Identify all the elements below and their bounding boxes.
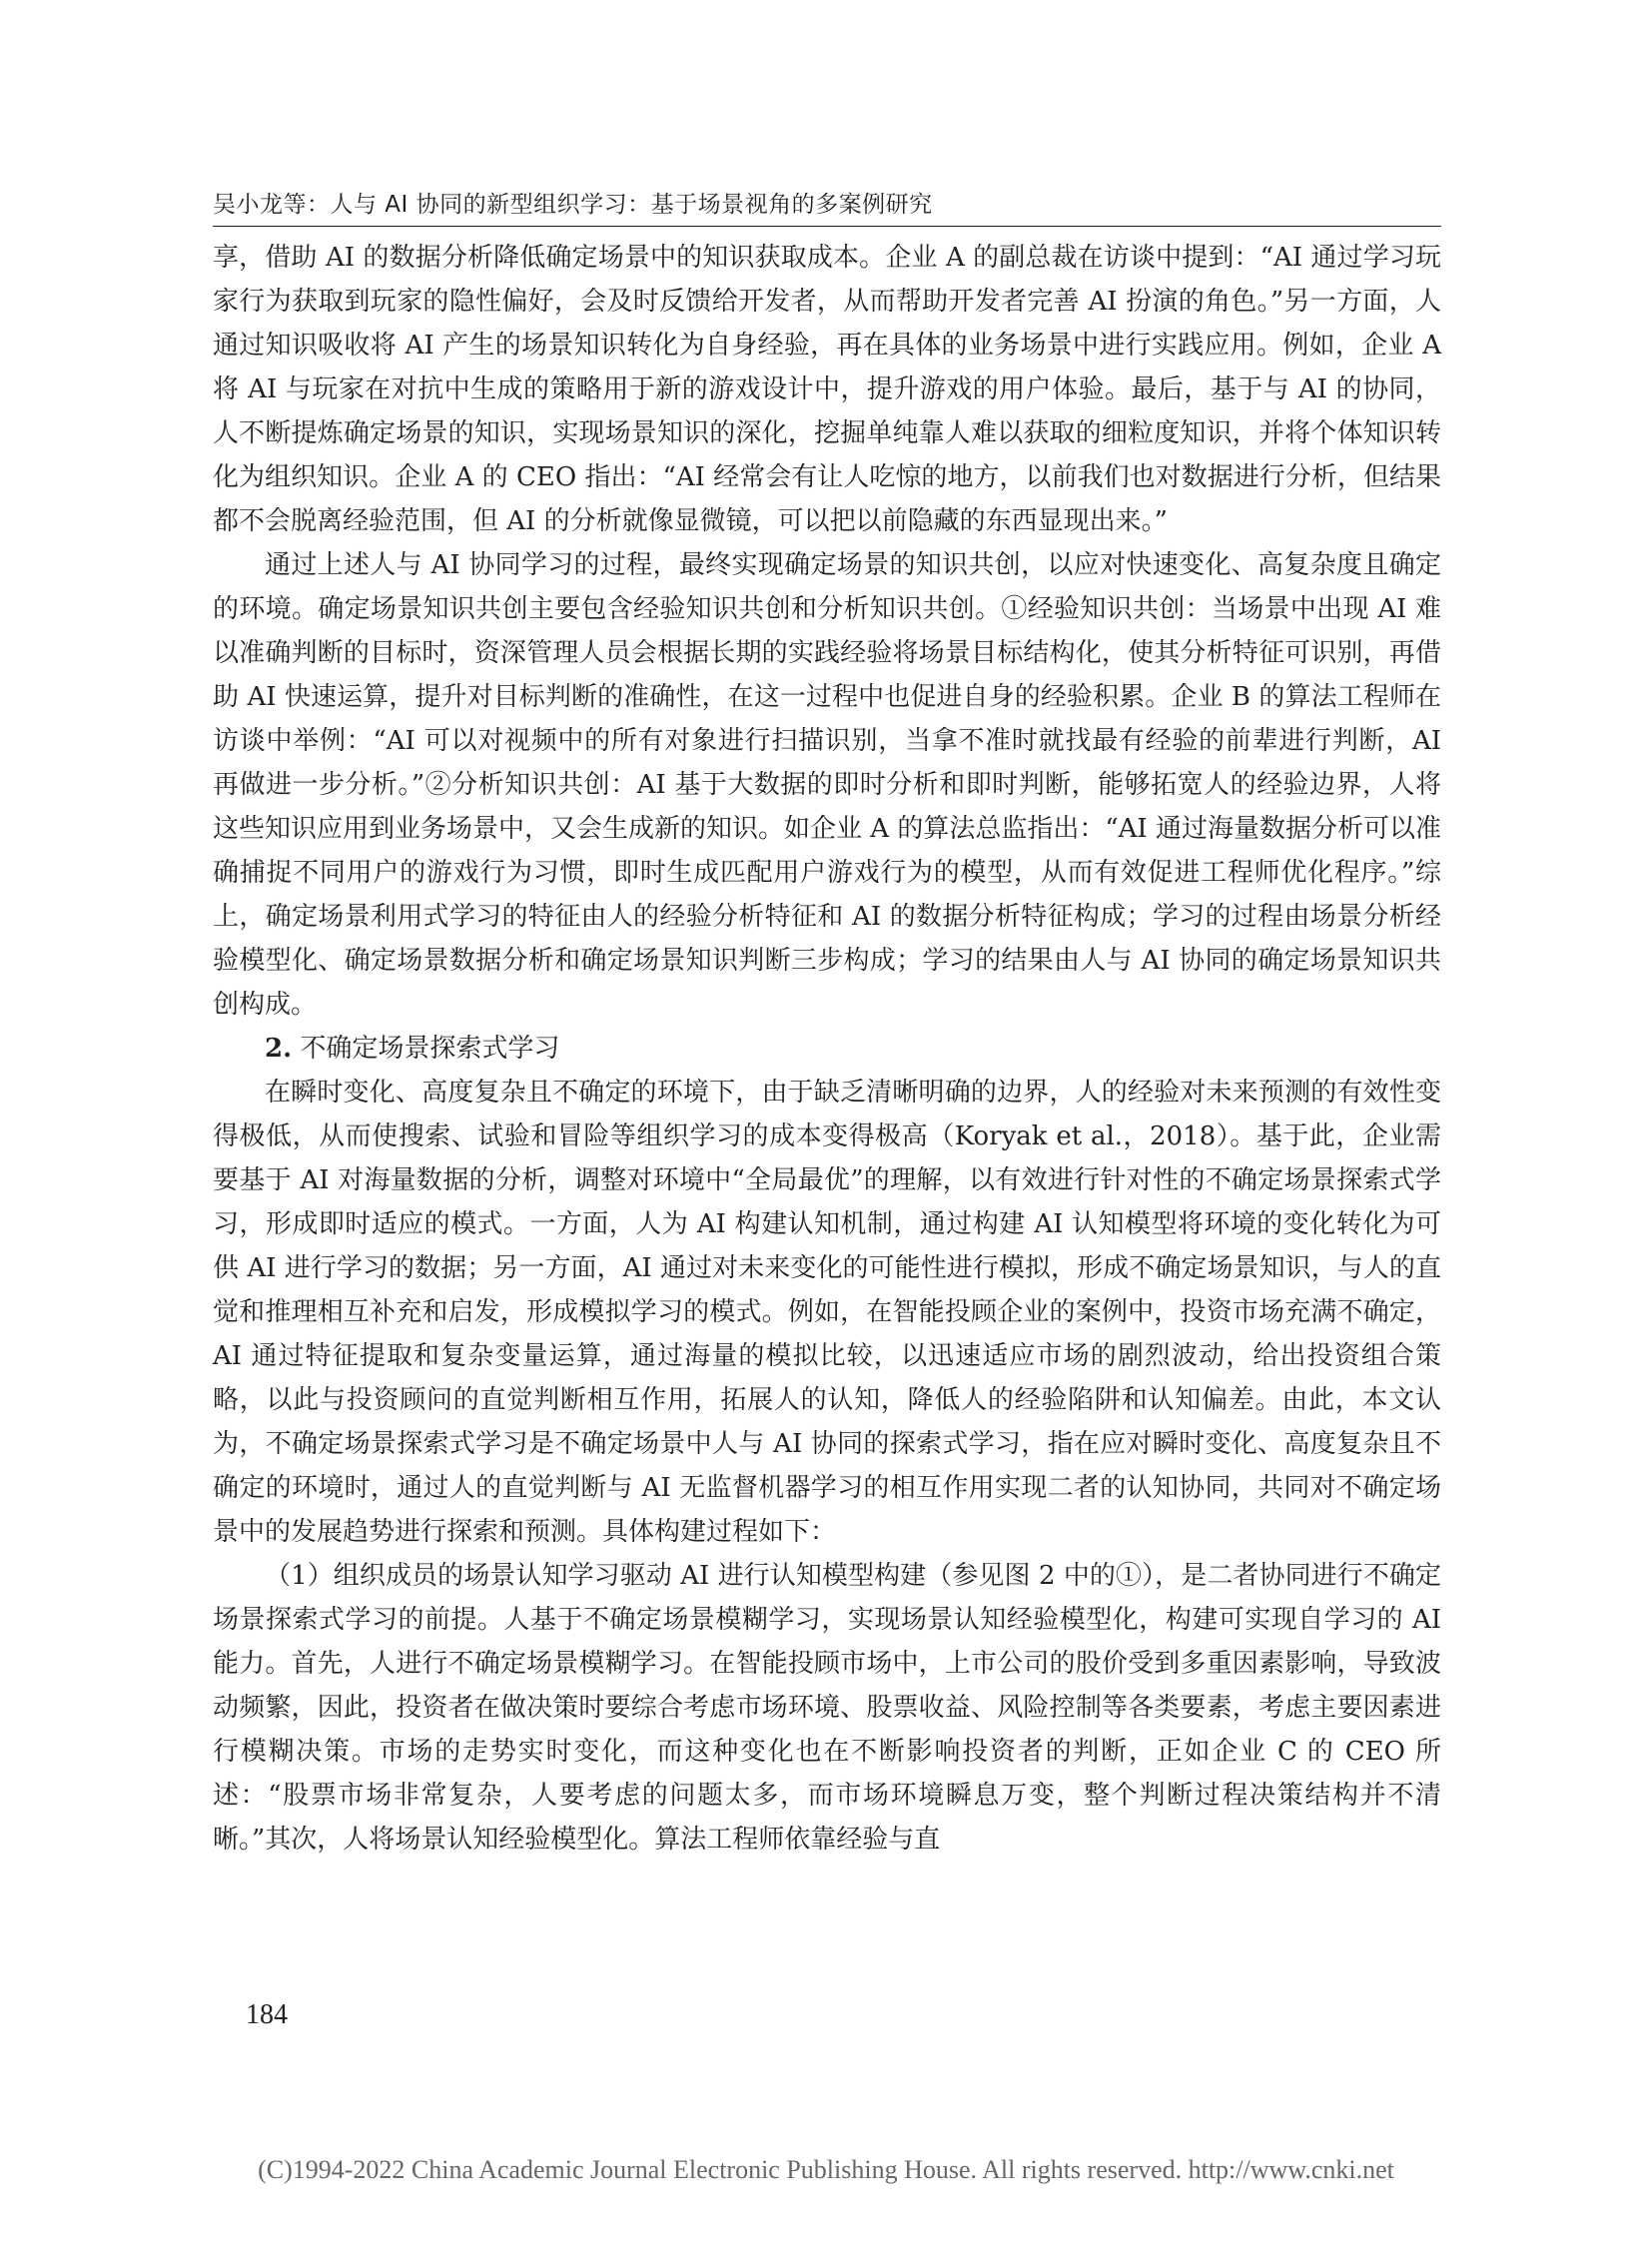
section-heading — [213, 1027, 1441, 1071]
section-title: 不确定场景探索式学习 — [300, 1034, 560, 1064]
page-number: 184 — [246, 1999, 288, 2030]
paragraph-4: （1）组织成员的场景认知学习驱动 AI 进行认知模型构建（参见图 2 中的①），是二者协同进行不确定场景探索式学习的前提。人基于不确定场景模糊学习，实现场景认知经验模型化，构建可实现自学习的 AI 能力。首先，人进行不确定场景模糊学习。在智能投顾市场中，上市公司的股价受到多重因素影响，导致波动频繁，因此，投资者在做决策时要综合考虑市场环境、股票收益、风险控制等各类要素，考虑主要因素进行模糊决策。市场的走势实时变化，而这种变化也在不断影响投资者的判断，正如企业 C 的 CEO 所述：“股票市场非常复杂，人要考虑的问题太多，而市场环境瞬息万变，整个判断过程决策结构并不清晰。”其次，人将场景认知经验模型化。算法工程师依靠经验与直 — [213, 1561, 1441, 1855]
article-body — [213, 236, 1441, 1862]
paragraph-1: 享，借助 AI 的数据分析降低确定场景中的知识获取成本。企业 A 的副总裁在访谈中提到：“AI 通过学习玩家行为获取到玩家的隐性偏好，会及时反馈给开发者，从而帮助开发者完善 AI 扮演的角色。”另一方面，人通过知识吸收将 AI 产生的场景知识转化为自身经验，再在具体的业务场景中进行实践应用。例如，企业 A 将 AI 与玩家在对抗中生成的策略用于新的游戏设计中，提升游戏的用户体验。最后，基于与 AI 的协同，人不断提炼确定场景的知识，实现场景知识的深化，挖掘单纯靠人难以获取的细粒度知识，并将个体知识转化为组织知识。企业 A 的 CEO 指出：“AI 经常会有让人吃惊的地方，以前我们也对数据进行分析，但结果都不会脱离经验范围，但 AI 的分析就像显微镜，可以把以前隐藏的东西显现出来。” — [213, 243, 1441, 536]
section-number: 2. — [265, 1034, 293, 1064]
running-header: 吴小龙等：人与 AI 协同的新型组织学习：基于场景视角的多案例研究 — [213, 192, 933, 218]
paragraph-3: 在瞬时变化、高度复杂且不确定的环境下，由于缺乏清晰明确的边界，人的经验对未来预测的有效性变得极低，从而使搜索、试验和冒险等组织学习的成本变得极高（Koryak et al.，2018）。基于此，企业需要基于 AI 对海量数据的分析，调整对环境中“全局最优”的理解，以有效进行针对性的不确定场景探索式学习，形成即时适应的模式。一方面，人为 AI 构建认知机制，通过构建 AI 认知模型将环境的变化转化为可供 AI 进行学习的数据；另一方面，AI 通过对未来变化的可能性进行模拟，形成不确定场景知识，与人的直觉和推理相互补充和启发，形成模拟学习的模式。例如，在智能投顾企业的案例中，投资市场充满不确定，AI 通过特征提取和复杂变量运算，通过海量的模拟比较，以迅速适应市场的剧烈波动，给出投资组合策略，以此与投资顾问的直觉判断相互作用，拓展人的认知，降低人的经验陷阱和认知偏差。由此，本文认为，不确定场景探索式学习是不确定场景中人与 AI 协同的探索式学习，指在应对瞬时变化、高度复杂且不确定的环境时，通过人的直觉判断与 AI 无监督机器学习的相互作用实现二者的认知协同，共同对不确定场景中的发展趋势进行探索和预测。具体构建过程如下： — [213, 1078, 1441, 1547]
copyright-footer: (C)1994-2022 China Academic Journal Electronic Publishing House. All rights reserved. http://www.cnki.net — [258, 2155, 1394, 2184]
paragraph-2: 通过上述人与 AI 协同学习的过程，最终实现确定场景的知识共创，以应对快速变化、高复杂度且确定的环境。确定场景知识共创主要包含经验知识共创和分析知识共创。①经验知识共创：当场景中出现 AI 难以准确判断的目标时，资深管理人员会根据长期的实践经验将场景目标结构化，使其分析特征可识别，再借助 AI 快速运算，提升对目标判断的准确性，在这一过程中也促进自身的经验积累。企业 B 的算法工程师在访谈中举例：“AI 可以对视频中的所有对象进行扫描识别，当拿不准时就找最有经验的前辈进行判断，AI 再做进一步分析。”②分析知识共创：AI 基于大数据的即时分析和即时判断，能够拓宽人的经验边界，人将这些知识应用到业务场景中，又会生成新的知识。如企业 A 的算法总监指出：“AI 通过海量数据分析可以准确捕捉不同用户的游戏行为习惯，即时生成匹配用户游戏行为的模型，从而有效促进工程师优化程序。”综上，确定场景利用式学习的特征由人的经验分析特征和 AI 的数据分析特征构成；学习的过程由场景分析经验模型化、确定场景数据分析和确定场景知识判断三步构成；学习的结果由人与 AI 协同的确定场景知识共创构成。 — [213, 550, 1441, 1020]
header-rule — [213, 226, 1441, 227]
